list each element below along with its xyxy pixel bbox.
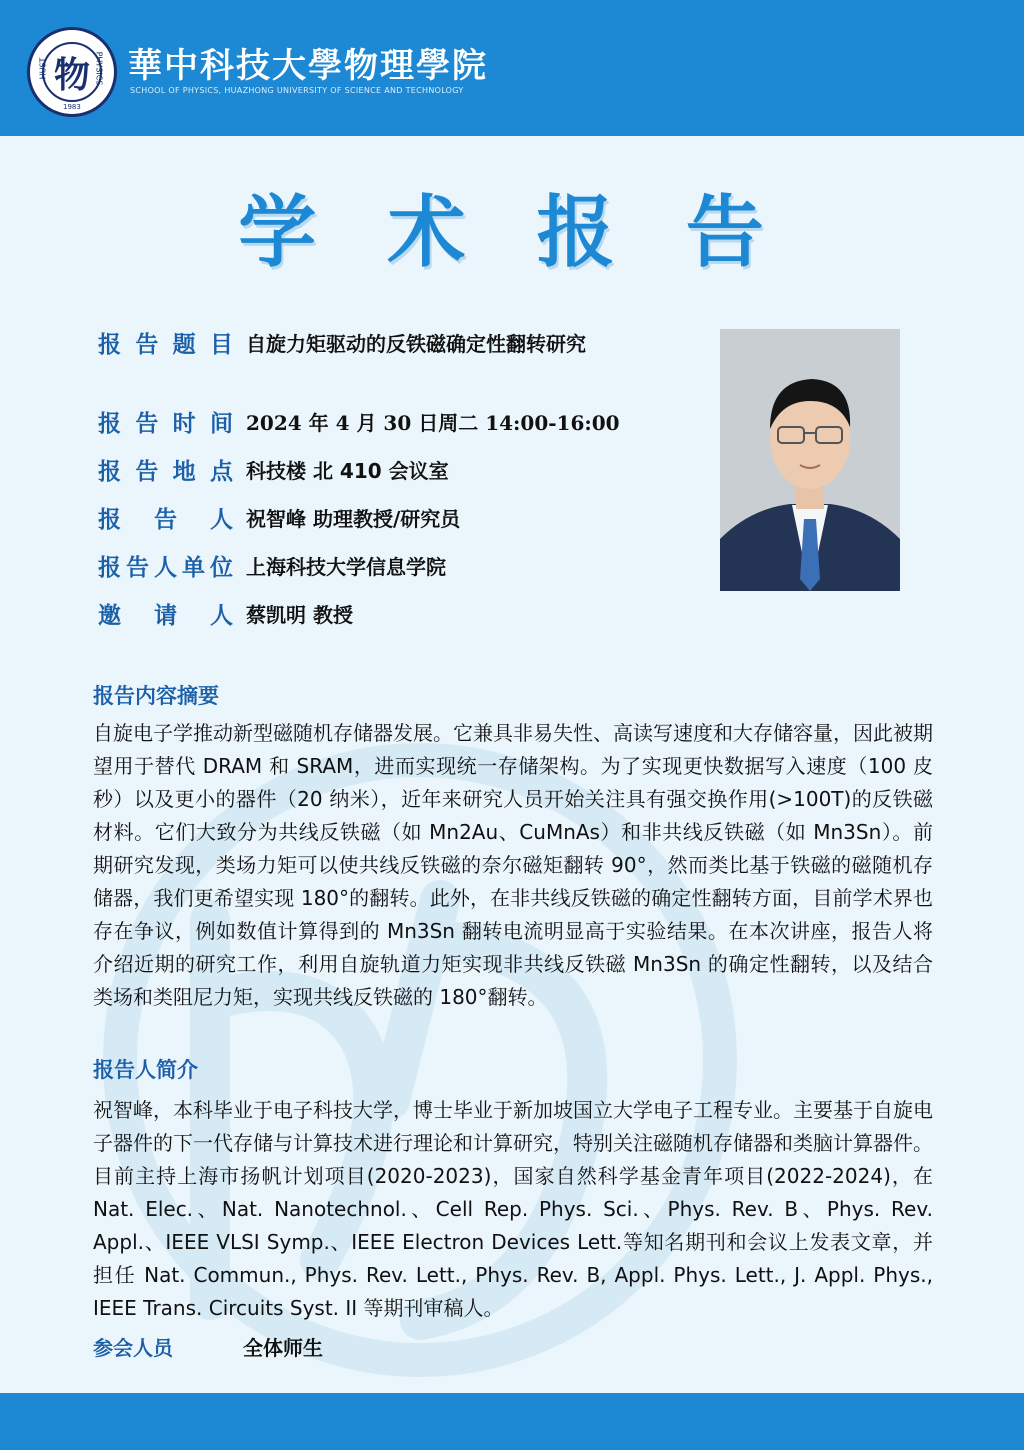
footer-bar [0, 1393, 1024, 1450]
place-value: 科技楼 北 410 会议室 [246, 459, 449, 483]
school-name-en: SCHOOL OF PHYSICS, HUAZHONG UNIVERSITY OF SCIENCE AND TECHNOLOGY [130, 86, 464, 95]
unit-label: 报告人单位 [98, 555, 233, 581]
school-seal-logo [27, 27, 117, 117]
speaker-label: 报 告 人 [98, 507, 233, 533]
seal-ring-left-text: HUST [38, 57, 48, 80]
abstract-text: 自旋电子学推动新型磁随机存储器发展。它兼具非易失性、高读写速度和大存储容量，因此被期望用于替代 DRAM 和 SRAM，进而实现统一存储架构。为了实现更快数据写入速度（100 皮秒）以及更小的器件（20 纳米），近年来研究人员开始关注具有强交换作用(>100T)的反铁磁材料。它们大致分为共线反铁磁（如 Mn2Au、CuMnAs）和非共线反铁磁（如 Mn3Sn）。前期研究发现，类场力矩可以使共线反铁磁的奈尔磁矩翻转 90°，然而类比基于铁磁的磁随机存储器，我们更希望实现 180°的翻转。此外，在非共线反铁磁的确定性翻转方面，目前学术界也存在争议，例如数值计算得到的 Mn3Sn 翻转电流明显高于实验结果。在本次讲座，报告人将介绍近期的研究工作，利用自旋轨道力矩实现非共线反铁磁 Mn3Sn 的确定性翻转，以及结合类场和类阻尼力矩，实现共线反铁磁的 180°翻转。 [93, 721, 933, 1009]
inviter-label: 邀 请 人 [98, 603, 233, 629]
bio-text: 祝智峰，本科毕业于电子科技大学，博士毕业于新加坡国立大学电子工程专业。主要基于自旋电子器件的下一代存储与计算技术进行理论和计算研究，特别关注磁随机存储器和类脑计算器件。目前主持上海市扬帆计划项目(2020-2023)，国家自然科学基金青年项目(2022-2024)，在 Nat. Elec.、Nat. Nanotechnol.、Cell Rep. Phys. Sci.、Phys. Rev. B、Phys. Rev. Appl.、IEEE VLSI Symp.、IEEE Electron Devices Lett.等知名期刊和会议上发表文章，并担任 Nat. Commun., Phys. Rev. Lett., Phys. Rev. B, Appl. Phys. Lett., J. Appl. Phys., IEEE Trans. Circuits Syst. II 等期刊审稿人。 [93, 1098, 933, 1320]
seal-ring-right-text: PHYSICS [94, 51, 104, 86]
seal-emblem-char: 物 [42, 42, 102, 102]
inviter-value: 蔡凯明 教授 [246, 603, 353, 627]
abstract-heading: 报告内容摘要 [93, 684, 219, 708]
topic-value: 自旋力矩驱动的反铁磁确定性翻转研究 [246, 332, 586, 356]
topic-label: 报告题目 [98, 332, 233, 358]
place-label: 报告地点 [98, 459, 233, 485]
school-name-cn: 華中科技大學物理學院 [128, 46, 488, 86]
unit-value: 上海科技大学信息学院 [246, 555, 446, 579]
time-label: 报告时间 [98, 411, 233, 437]
seal-year: 1983 [63, 103, 81, 111]
speaker-value: 祝智峰 助理教授/研究员 [246, 507, 461, 531]
speaker-photo [720, 329, 900, 591]
header-bar [0, 0, 1024, 136]
poster-title: 学 术 报 告 [238, 188, 786, 278]
attendees-label: 参会人员 [93, 1336, 173, 1360]
bio-heading: 报告人简介 [93, 1058, 198, 1082]
time-value: 2024 年 4 月 30 日周二 14:00-16:00 [246, 411, 620, 435]
attendees-value: 全体师生 [243, 1336, 323, 1360]
